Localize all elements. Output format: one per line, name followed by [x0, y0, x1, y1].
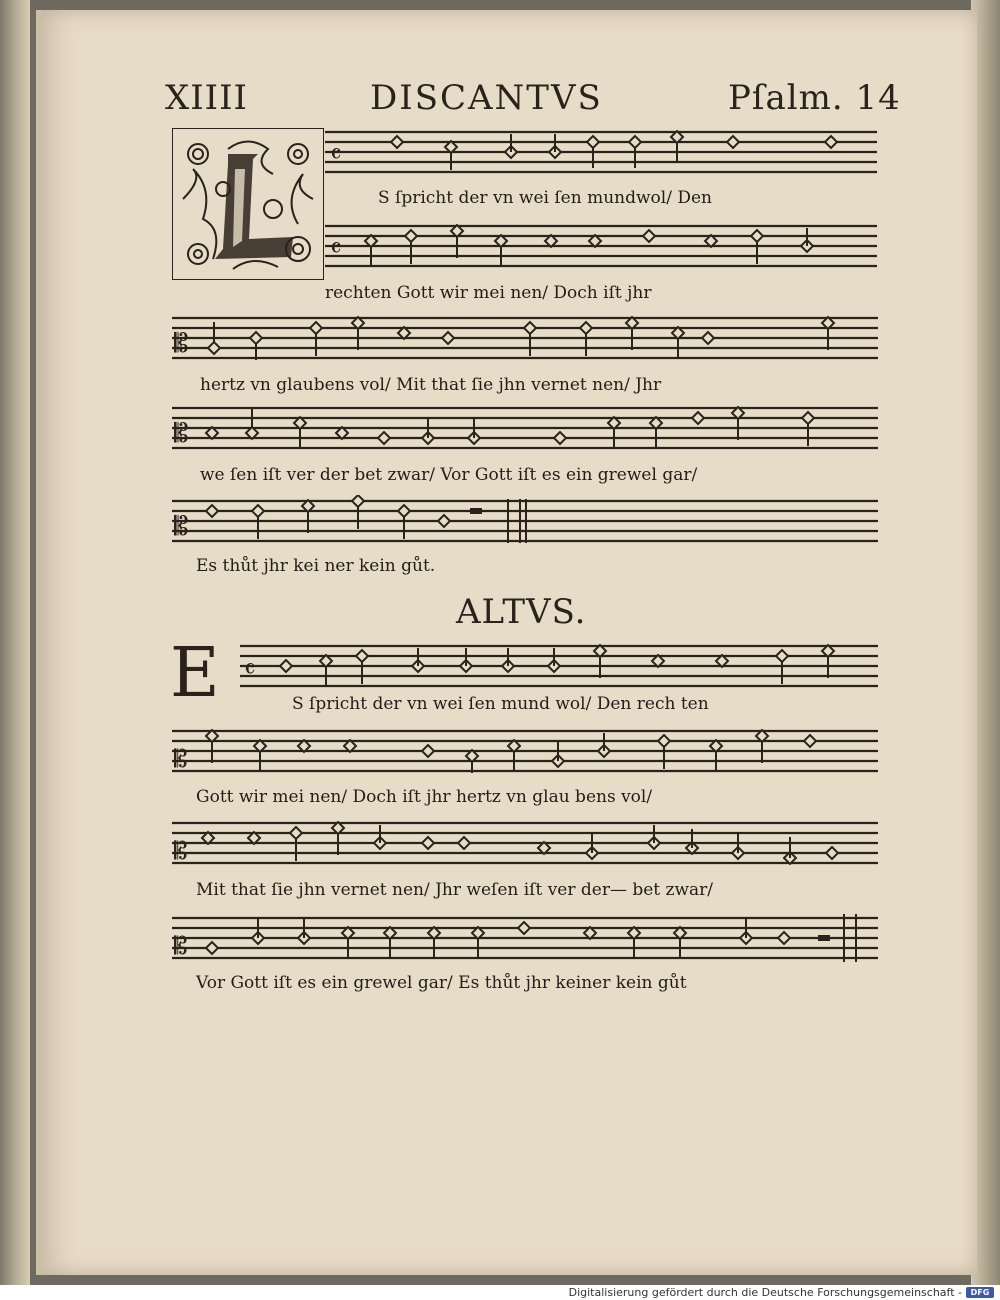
- altus-lyric-1: S ſpricht der vn wei ſen mund wol/ Den rech ten: [292, 694, 709, 714]
- discantus-staff-5: [172, 495, 880, 545]
- altus-lyric-4: Vor Gott iſt es ein grewel gar/ Es thůt jhr keiner kein gůt: [196, 973, 687, 993]
- svg-text:𝄡: 𝄡: [174, 512, 189, 542]
- altus-lyric-3: Mit that ſie jhn vernet nen/ Jhr weſen iſt ver der— bet zwar/: [196, 880, 714, 900]
- decorated-initial: [172, 128, 324, 280]
- svg-text:𝄡: 𝄡: [174, 419, 189, 449]
- svg-text:𝄴: 𝄴: [330, 140, 342, 170]
- discantus-lyric-1: S ſpricht der vn wei ſen mundwol/ Den: [378, 188, 712, 208]
- svg-text:𝄡: 𝄡: [174, 932, 188, 960]
- folio-number: XIIII: [165, 78, 248, 118]
- psalm-number: Pſalm. 14: [728, 78, 901, 118]
- discantus-staff-4: [172, 402, 880, 452]
- altus-initial: E: [170, 634, 220, 713]
- altus-staff-3: [172, 817, 880, 867]
- discantus-lyric-3: hertz vn glaubens vol/ Mit that ſie jhn vernet nen/ Jhr: [200, 375, 662, 395]
- dfg-logo: DFG: [966, 1287, 994, 1298]
- svg-text:𝄴: 𝄴: [244, 655, 256, 685]
- book-edge-left: [0, 0, 30, 1285]
- altus-lyric-2: Gott wir mei nen/ Doch iſt jhr hertz vn glau bens vol/: [196, 787, 653, 807]
- discantus-lyric-4: we ſen iſt ver der bet zwar/ Vor Gott iſt es ein grewel gar/: [200, 465, 698, 485]
- voice-title: DISCANTVS: [370, 78, 603, 118]
- digitization-credit: Digitalisierung gefördert durch die Deutsche Forschungsgemeinschaft -: [568, 1286, 962, 1299]
- altus-staff-4: [172, 912, 880, 962]
- discantus-lyric-2: rechten Gott wir mei nen/ Doch iſt jhr: [325, 283, 652, 303]
- discantus-lyric-5: Es thůt jhr kei ner kein gůt.: [196, 556, 436, 576]
- svg-text:𝄡: 𝄡: [174, 329, 189, 359]
- altus-title: ALTVS.: [456, 592, 587, 632]
- discantus-staff-1: [325, 128, 880, 176]
- discantus-staff-3: [172, 312, 880, 362]
- svg-text:𝄴: 𝄴: [330, 234, 342, 264]
- svg-text:𝄡: 𝄡: [174, 837, 188, 865]
- altus-staff-1: [240, 640, 880, 690]
- svg-text:𝄡: 𝄡: [174, 745, 188, 773]
- discantus-staff-2: [325, 220, 880, 270]
- altus-staff-2: [172, 725, 880, 775]
